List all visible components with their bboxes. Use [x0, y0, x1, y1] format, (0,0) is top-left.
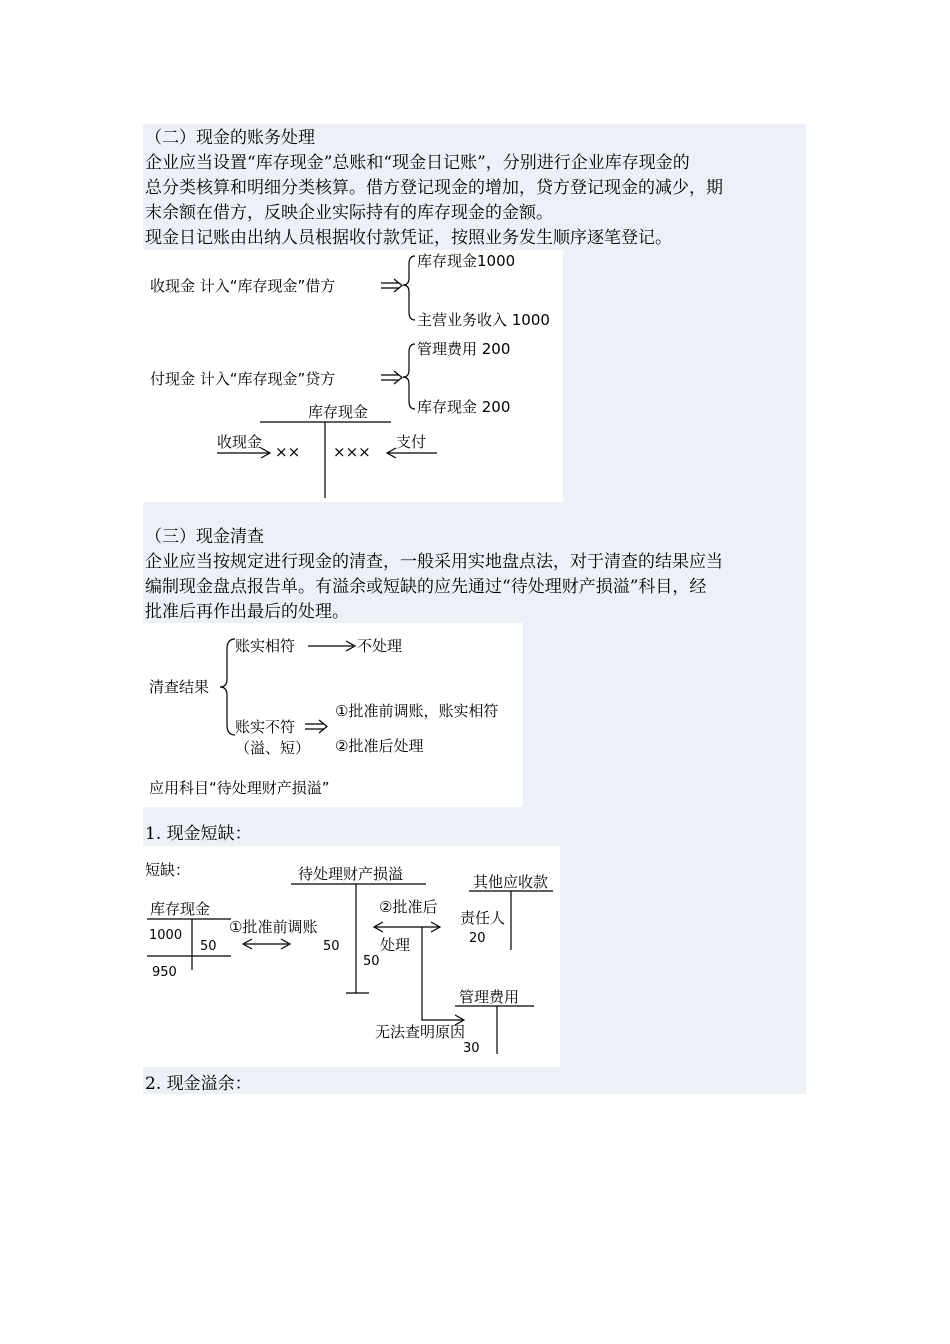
other-receivable-title: 其他应收款 — [473, 873, 549, 891]
pending-credit: 50 — [363, 954, 380, 969]
section-heading-accounting: （二）现金的账务处理 — [145, 128, 315, 148]
pay-cash-label: 付现金 计入“库存现金”贷方 — [150, 370, 336, 388]
cash-account-title: 库存现金 — [150, 900, 211, 918]
shortage-label: 短缺： — [145, 861, 191, 879]
step-1-label: ①批准前调账 — [229, 918, 318, 936]
receive-entry-1: 库存现金1000 — [417, 252, 516, 270]
receive-entry-2: 主营业务收入 1000 — [417, 311, 550, 329]
paragraph-line: 企业应当按规定进行现金的清查，一般采用实地盘点法，对于清查的结果应当 — [145, 552, 723, 572]
match-label: 账实相符 — [235, 637, 296, 655]
receive-cash-label: 收现金 计入“库存现金”借方 — [150, 277, 336, 295]
account-label: 应用科目“待处理财产损溢” — [149, 779, 330, 797]
cash-debit: 1000 — [149, 928, 183, 943]
unknown-cause-label: 无法查明原因 — [375, 1023, 466, 1041]
count-result-diagram — [143, 623, 523, 807]
pending-debit: 50 — [323, 939, 340, 954]
t-account-in-label: 收现金 — [217, 433, 263, 451]
cash-shortage-diagram — [143, 846, 560, 1067]
unknown-amount: 30 — [463, 1041, 480, 1056]
t-account-title: 库存现金 — [308, 403, 369, 421]
section-heading-count: （三）现金清查 — [145, 527, 264, 547]
item-cash-surplus: 2. 现金溢余： — [145, 1074, 252, 1094]
t-account-out-label: 支付 — [396, 433, 427, 451]
pay-entry-1: 管理费用 200 — [417, 340, 511, 358]
option-1-label: ①批准前调账，账实相符 — [335, 702, 499, 720]
t-account-debit: ×× — [275, 443, 301, 461]
mismatch-sub-label: （溢、短） — [235, 739, 311, 757]
responsible-amount: 20 — [469, 931, 486, 946]
paragraph-line: 末余额在借方，反映企业实际持有的库存现金的金额。 — [145, 203, 553, 223]
no-action-label: 不处理 — [357, 637, 403, 655]
pay-entry-2: 库存现金 200 — [417, 398, 511, 416]
step-2-sub-label: 处理 — [380, 936, 411, 954]
cash-entry-diagram — [143, 250, 563, 502]
mismatch-label: 账实不符 — [235, 718, 296, 736]
mgmt-expense-title: 管理费用 — [459, 988, 520, 1006]
paragraph-line: 批准后再作出最后的处理。 — [145, 602, 349, 622]
step-2-label: ②批准后 — [379, 898, 438, 916]
item-cash-shortage: 1. 现金短缺： — [145, 824, 252, 844]
cash-credit: 50 — [200, 939, 217, 954]
pending-account-title: 待处理财产损溢 — [298, 865, 404, 883]
paragraph-line: 总分类核算和明细分类核算。借方登记现金的增加，贷方登记现金的减少，期 — [145, 178, 723, 198]
t-account-credit: ××× — [333, 443, 371, 461]
paragraph-line: 现金日记账由出纳人员根据收付款凭证，按照业务发生顺序逐笔登记。 — [145, 228, 672, 248]
cash-balance: 950 — [152, 965, 177, 980]
result-label: 清查结果 — [149, 678, 210, 696]
paragraph-line: 编制现金盘点报告单。有溢余或短缺的应先通过“待处理财产损溢”科目，经 — [145, 577, 707, 597]
option-2-label: ②批准后处理 — [335, 737, 424, 755]
responsible-person-label: 责任人 — [460, 909, 506, 927]
paragraph-line: 企业应当设置“库存现金”总账和“现金日记账”，分别进行企业库存现金的 — [145, 153, 690, 173]
